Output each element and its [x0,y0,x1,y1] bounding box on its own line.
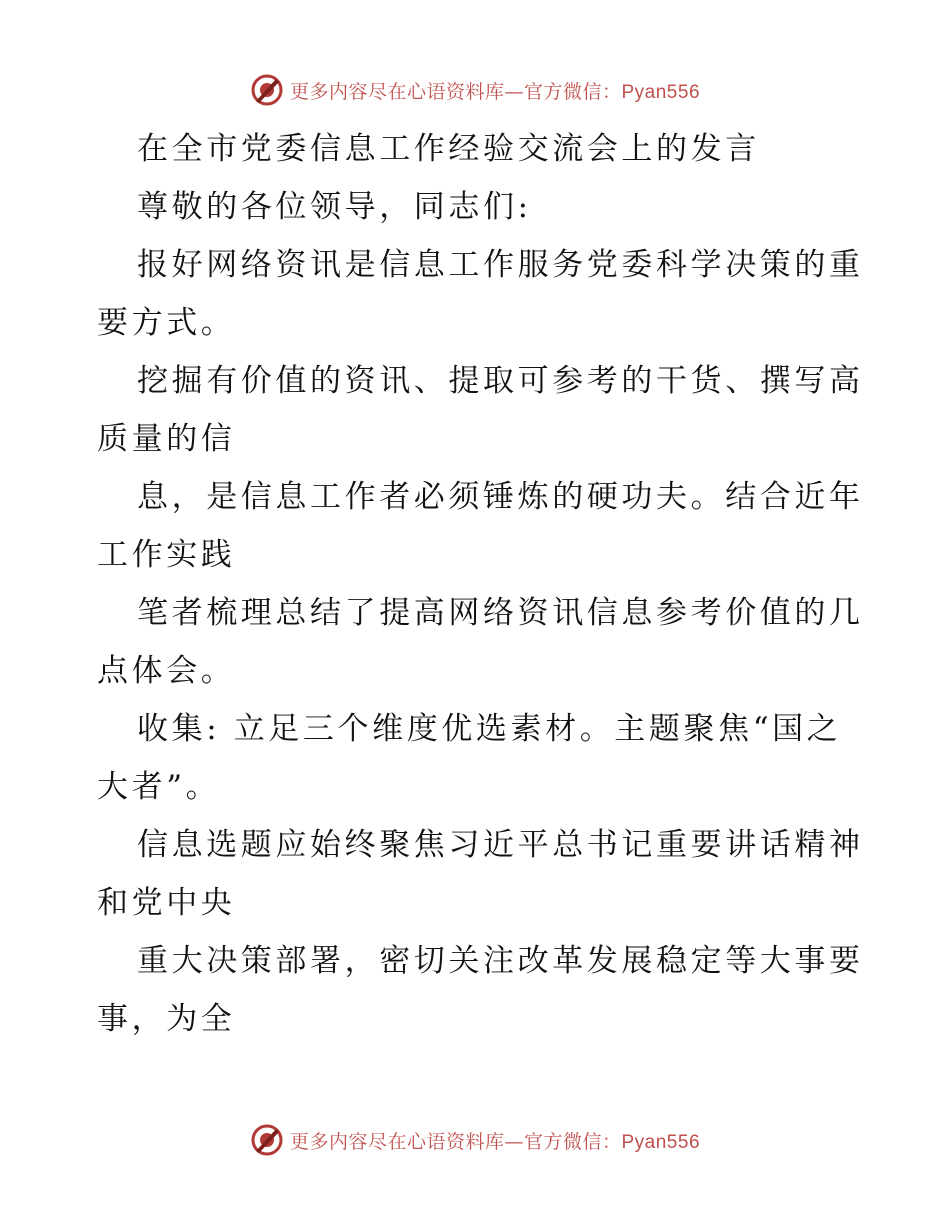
banner-promo: 更多内容尽在心语资料库 [289,1130,505,1153]
paragraph [97,700,857,816]
paragraph-line: 质量的信 [97,421,236,457]
title-text: 在全市党委信息工作经验交流会上的发言 [137,131,760,167]
banner-text [290,77,700,104]
document-title [97,120,857,178]
paragraph-line: 要方式。 [97,305,236,341]
paragraph-line: 息，是信息工作者必须锤炼的硬功夫。结合近年 [137,479,864,515]
paragraph-line: 重大决策部署，密切关注改革发展稳定等大事要 [137,943,864,979]
banner-wechat-id: Pyan556 [621,81,701,103]
banner-wechat-label: 官方微信： [523,80,622,103]
paragraph-line: 点体会。 [97,653,236,689]
paragraph-line: 笔者梳理总结了提高网络资讯信息参考价值的几 [137,595,864,631]
banner-promo: 更多内容尽在心语资料库 [289,80,505,103]
banner-wechat-id: Pyan556 [621,1131,701,1153]
paragraph [97,352,864,468]
paragraph [97,236,864,352]
paragraph [97,932,864,1048]
paragraph-line: 和党中央 [97,885,236,921]
paragraph [97,584,864,700]
banner-wechat-label: 官方微信： [523,1130,622,1153]
paragraph [97,816,864,932]
paragraph-line: 报好网络资讯是信息工作服务党委科学决策的重 [137,247,864,283]
paragraph-line: 挖掘有价值的资讯、提取可参考的干货、撰写高 [137,363,864,399]
greeting [97,178,857,236]
paragraph-line: 工作实践 [97,537,236,573]
quill-seal-icon [250,1123,284,1157]
quill-seal-icon [250,73,284,107]
paragraph [97,468,864,584]
header-banner [0,70,950,110]
paragraph-line: 信息选题应始终聚焦习近平总书记重要讲话精神 [137,827,864,863]
greeting-text: 尊敬的各位领导，同志们: [137,189,532,225]
paragraph-line: 大者”。 [97,769,221,805]
banner-text [290,1127,700,1154]
document-body [97,120,864,1048]
paragraph-line: 收集: 立足三个维度优选素材。主题聚焦“国之 [137,711,842,747]
banner-separator: — [504,1130,524,1153]
paragraph-line: 事，为全 [97,1001,236,1037]
footer-banner [0,1120,950,1160]
banner-separator: — [504,80,524,103]
